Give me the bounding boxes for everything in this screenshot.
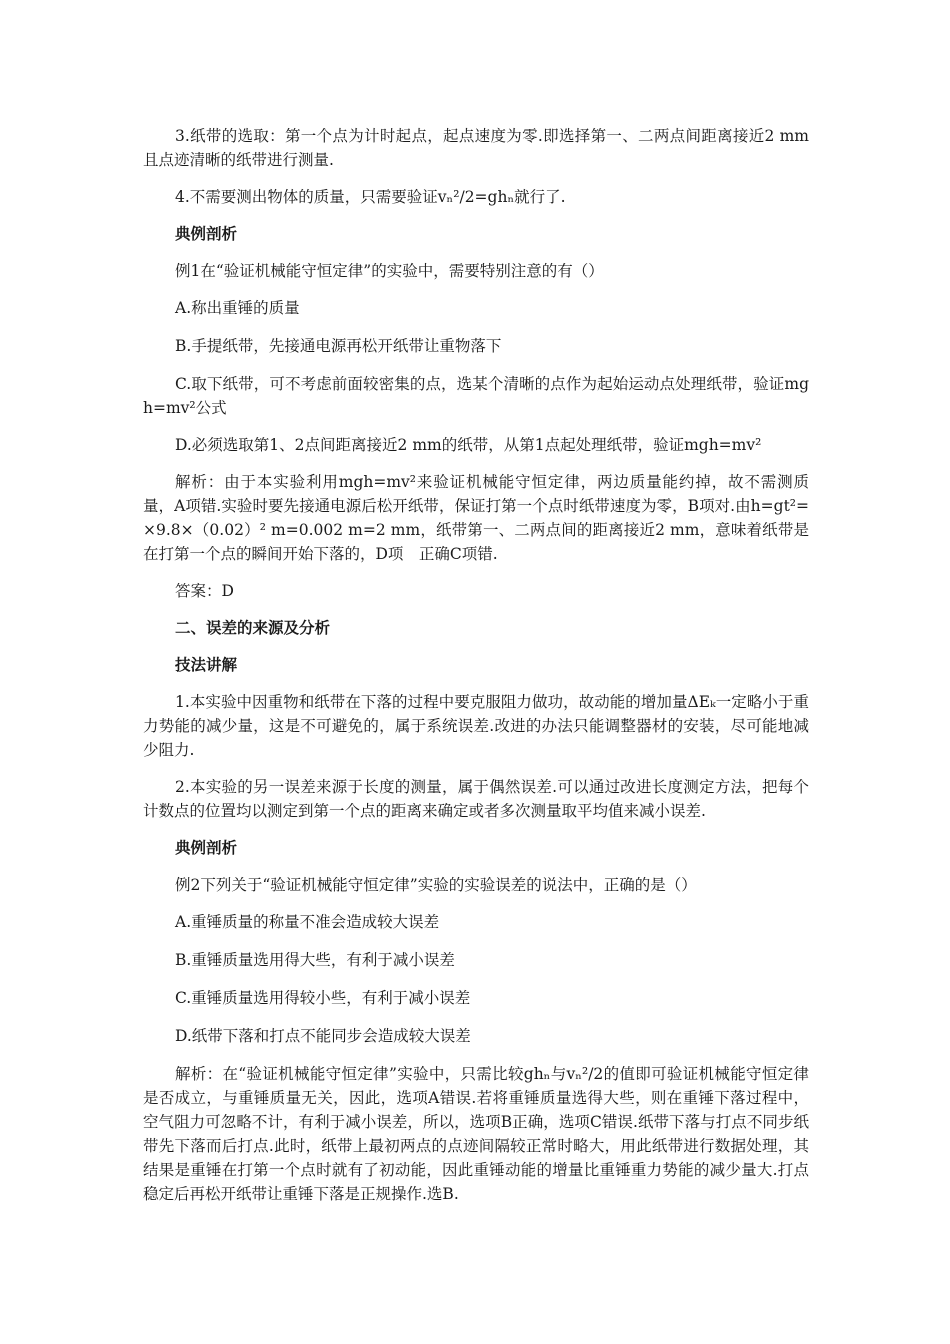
paragraph-no-mass-needed: 4.不需要测出物体的质量，只需要验证vₙ²/2=ghₙ就行了. <box>175 188 566 206</box>
example-2-option-b: B.重锤质量选用得大些，有利于减小误差 <box>175 951 455 969</box>
example-1-option-d: D.必须选取第1、2点间距离接近2 mm的纸带，从第1点起处理纸带，验证mgh=mv² <box>175 436 762 454</box>
paragraph-tape-selection: 3.纸带的选取：第一个点为计时起点，起点速度为零.即选择第一、二两点间距离接近2 mm且点迹清晰的纸带进行测量. <box>143 127 809 169</box>
section-heading-error-analysis: 二、误差的来源及分析 <box>175 619 331 637</box>
example-2-option-c: C.重锤质量选用得较小些，有利于减小误差 <box>175 989 471 1007</box>
example-2-option-a: A.重锤质量的称量不准会造成较大误差 <box>175 913 440 931</box>
example-1-analysis: 解析：由于本实验利用mgh=mv²来验证机械能守恒定律，两边质量能约掉，故不需测质量，A项错.实验时要先接通电源后松开纸带，保证打第一个点时纸带速度为零，B项对.由h=gt²=×9.8×（0.02）² m=0.002 m=2 mm，纸带第一、二两点间的距离接近2 mm，意味着纸带是在打第一个点的瞬间开始下落的，D项 正确C项错. <box>143 473 809 563</box>
example-1-answer: 答案：D <box>175 582 234 600</box>
example-1-option-c: C.取下纸带，可不考虑前面较密集的点，选某个清晰的点作为起始运动点处理纸带，验证mgh=mv²公式 <box>143 375 809 417</box>
paragraph-random-error: 2.本实验的另一误差来源于长度的测量，属于偶然误差.可以通过改进长度测定方法，把每个计数点的位置均以测定到第一个点的距离来确定或者多次测量取平均值来减小误差. <box>143 778 809 820</box>
example-1-option-b: B.手提纸带，先接通电源再松开纸带让重物落下 <box>175 337 502 355</box>
example-1-option-a: A.称出重锤的质量 <box>175 299 300 317</box>
document-page <box>143 124 809 1219</box>
example-2-analysis: 解析：在“验证机械能守恒定律”实验中，只需比较ghₙ与vₙ²/2的值即可验证机械能守恒定律是否成立，与重锤质量无关，因此，选项A错误.若将重锤质量选得大些，则在重锤下落过程中，空气阻力可忽略不计，有利于减小误差，所以，选项B正确，选项C错误.纸带下落与打点不同步纸带先下落而后打点.此时，纸带上最初两点的点迹间隔较正常时略大，用此纸带进行数据处理，其结果是重锤在打第一个点时就有了初动能，因此重锤动能的增量比重锤重力势能的减少量大.打点稳定后再松开纸带让重锤下落是正规操作.选B. <box>143 1065 809 1203</box>
paragraph-systematic-error: 1.本实验中因重物和纸带在下落的过程中要克服阻力做功，故动能的增加量ΔEₖ一定略小于重力势能的减少量，这是不可避免的，属于系统误差.改进的办法只能调整器材的安装，尽可能地减少阻力. <box>143 693 809 759</box>
example-2-option-d: D.纸带下落和打点不能同步会造成较大误差 <box>175 1027 471 1045</box>
example-1-question: 例1在“验证机械能守恒定律”的实验中，需要特别注意的有（） <box>175 262 604 280</box>
heading-example-analysis-1: 典例剖析 <box>175 225 238 243</box>
heading-example-analysis-2: 典例剖析 <box>175 839 238 857</box>
example-2-question: 例2下列关于“验证机械能守恒定律”实验的实验误差的说法中，正确的是（） <box>175 876 697 894</box>
heading-technique-explanation: 技法讲解 <box>175 656 238 674</box>
